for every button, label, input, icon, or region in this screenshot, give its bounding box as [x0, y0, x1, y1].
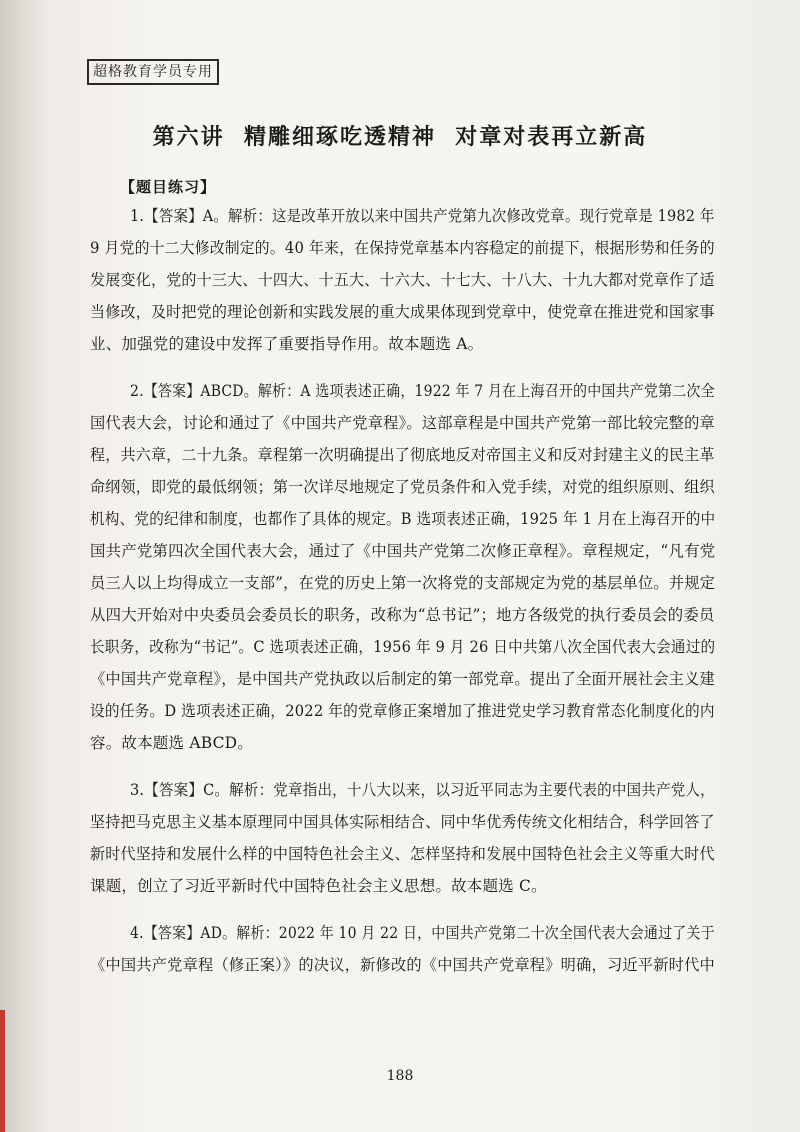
text-line: 从四大开始对中央委员会委员长的职务，改称为“总书记”；地方各级党的执行委员会的委员	[90, 606, 715, 624]
page-title: 第六讲 精雕细琢吃透精神 对章对表再立新高	[152, 124, 648, 150]
section-heading: 【题目练习】	[120, 178, 217, 196]
text-line: 《中国共产党章程》，是中国共产党执政以后制定的第一部党章。提出了全面开展社会主义建	[90, 670, 715, 688]
text-line: 国共产党第四次全国代表大会，通过了《中国共产党第二次修正章程》。章程规定，“凡有党	[90, 542, 716, 560]
text-line: 9 月党的十二大修改制定的。40 年来，在保持党章基本内容稳定的前提下，根据形势和任务的	[90, 239, 715, 257]
text-line: 长职务，改称为“书记”。C 选项表述正确，1956 年 9 月 26 日中共第八次全国代表大会通过的	[90, 638, 716, 656]
text-line: 新时代坚持和发展什么样的中国特色社会主义、怎样坚持和发展中国特色社会主义等重大时代	[90, 845, 715, 863]
text-line: 2.【答案】ABCD。解析：A 选项表述正确，1922 年 7 月在上海召开的中国共产党第二次全	[130, 382, 715, 400]
text-line: 课题，创立了习近平新时代中国特色社会主义思想。故本题选 C。	[90, 877, 547, 895]
text-line: 容。故本题选 ABCD。	[90, 734, 253, 752]
text-line: 4.【答案】AD。解析：2022 年 10 月 22 日，中国共产党第二十次全国代表大会通过了关于	[130, 924, 715, 942]
text-line: 业、加强党的建设中发挥了重要指导作用。故本题选 A。	[90, 335, 484, 353]
text-line: 《中国共产党章程（修正案）》的决议，新修改的《中国共产党章程》明确，习近平新时代中	[90, 956, 715, 974]
text-line: 坚持把马克思主义基本原理同中国具体实际相结合、同中华优秀传统文化相结合，科学回答了	[90, 813, 715, 831]
text-line: 机构、党的纪律和制度，也都作了具体的规定。B 选项表述正确，1925 年 1 月在上海召开的中	[90, 510, 716, 528]
text-line: 命纲领，即党的最低纲领；第一次详尽地规定了党员条件和入党手续，对党的组织原则、组织	[90, 478, 715, 496]
page-number: 188	[386, 1068, 414, 1084]
text-line: 员三人以上均得成立一支部”，在党的历史上第一次将党的支部规定为党的基层单位。并规定	[90, 574, 716, 592]
text-line: 发展变化，党的十三大、十四大、十五大、十六大、十七大、十八大、十九大都对党章作了适	[90, 271, 715, 289]
text-line: 程，共六章，二十九条。章程第一次明确提出了彻底地反对帝国主义和反对封建主义的民主革	[90, 446, 715, 464]
text-line: 当修改，及时把党的理论创新和实践发展的重大成果体现到党章中，使党章在推进党和国家事	[90, 303, 715, 321]
header-label: 超格教育学员专用	[87, 59, 219, 85]
text-line: 设的任务。D 选项表述正确，2022 年的党章修正案增加了推进党史学习教育常态化制度化的内	[90, 702, 715, 720]
text-line: 国代表大会，讨论和通过了《中国共产党章程》。这部章程是中国共产党第一部比较完整的章	[90, 414, 715, 432]
text-line: 1.【答案】A。解析：这是改革开放以来中国共产党第九次修改党章。现行党章是 1982 年	[130, 207, 715, 225]
text-line: 3.【答案】C。解析：党章指出，十八大以来，以习近平同志为主要代表的中国共产党人，	[130, 781, 715, 799]
